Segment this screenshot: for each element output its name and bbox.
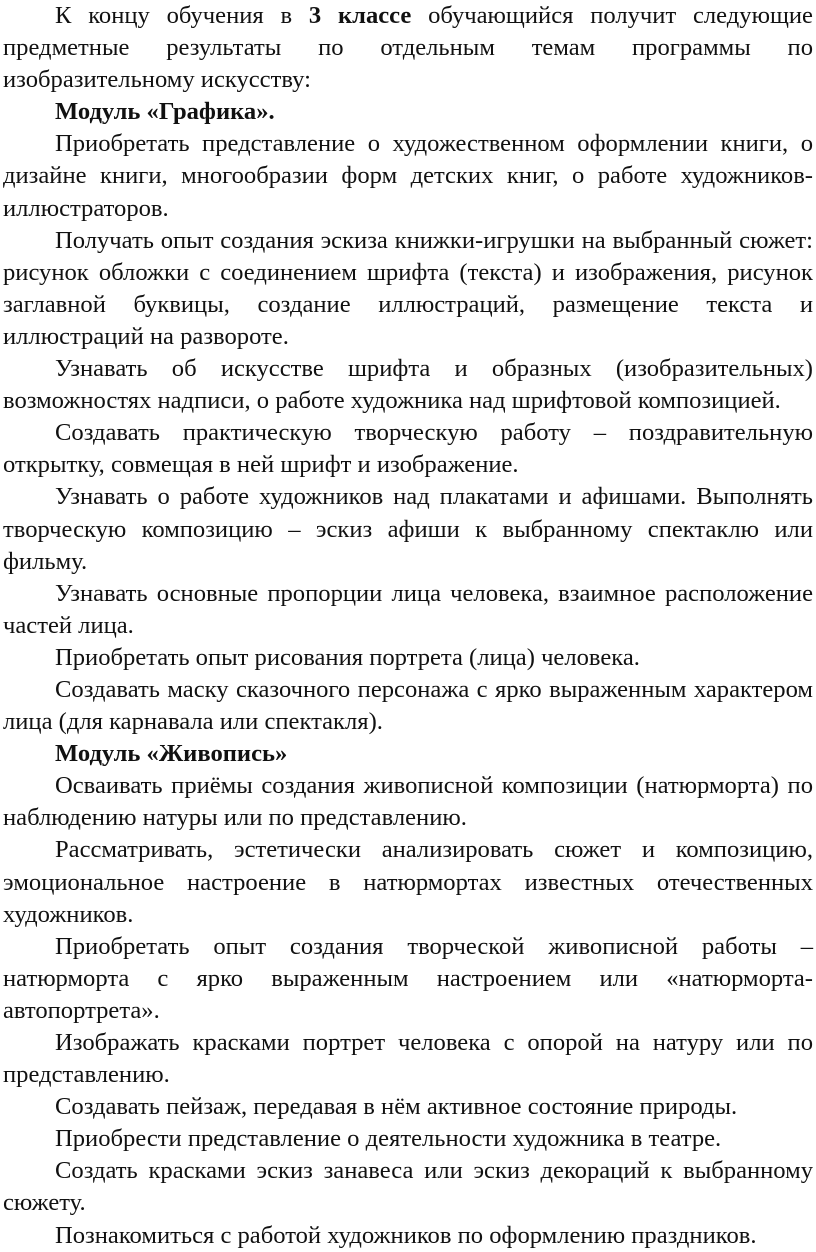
section-heading-painting: Модуль «Живопись»	[55, 740, 288, 768]
paragraph: Получать опыт создания эскиза книжки-игрушки на выбранный сюжет: рисунок обложки с соединением шрифта (текста) и изображения, рисунок заглавной буквицы, создание иллюстраций, размещение текста и иллюстраций на развороте.	[3, 226, 813, 350]
paragraph: Создать красками эскиз занавеса или эскиз декораций к выбранному сюжету.	[3, 1157, 813, 1217]
paragraph: Рассматривать, эстетически анализировать сюжет и композицию, эмоциональное настроение в натюрмортах известных отечественных художников.	[3, 836, 813, 928]
intro-text-start: К концу обучения в	[55, 2, 309, 29]
paragraph: Познакомиться с работой художников по оформлению праздников.	[55, 1221, 757, 1249]
paragraph: Приобретать опыт создания творческой живописной работы – натюрморта с ярко выраженным настроением или «натюрморта-автопортрета».	[3, 932, 813, 1024]
paragraph: Приобретать опыт рисования портрета (лица) человека.	[55, 643, 640, 671]
intro-text-end: обучающийся получит следующие предметные результаты по отдельным темам программы по изобразительному искусству:	[3, 2, 813, 94]
paragraph: Создавать пейзаж, передавая в нём активное состояние природы.	[55, 1093, 738, 1121]
paragraph: Приобрести представление о деятельности художника в театре.	[55, 1125, 722, 1153]
paragraph: Создавать практическую творческую работу – поздравительную открытку, совмещая в ней шрифт и изображение.	[3, 419, 813, 479]
paragraph: Узнавать об искусстве шрифта и образных (изобразительных) возможностях надписи, о работе художника над шрифтовой композицией.	[3, 355, 813, 415]
paragraph: Узнавать основные пропорции лица человека, взаимное расположение частей лица.	[3, 579, 813, 639]
grade-emphasis: 3 классе	[308, 2, 412, 29]
intro-paragraph	[3, 0, 813, 96]
paragraph: Создавать маску сказочного персонажа с ярко выраженным характером лица (для карнавала или спектакля).	[3, 675, 813, 736]
paragraph: Осваивать приёмы создания живописной композиции (натюрморта) по наблюдению натуры или по представлению.	[3, 772, 813, 832]
paragraph: Изображать красками портрет человека с опорой на натуру или по представлению.	[3, 1029, 813, 1089]
section-heading-graphics: Модуль «Графика».	[55, 98, 275, 126]
paragraph: Узнавать о работе художников над плакатами и афишами. Выполнять творческую композицию – эскиз афиши к выбранному спектаклю или фильму.	[3, 483, 813, 575]
paragraph: Приобретать представление о художественном оформлении книги, о дизайне книги, многообразии форм детских книг, о работе художников-иллюстраторов.	[3, 130, 813, 222]
